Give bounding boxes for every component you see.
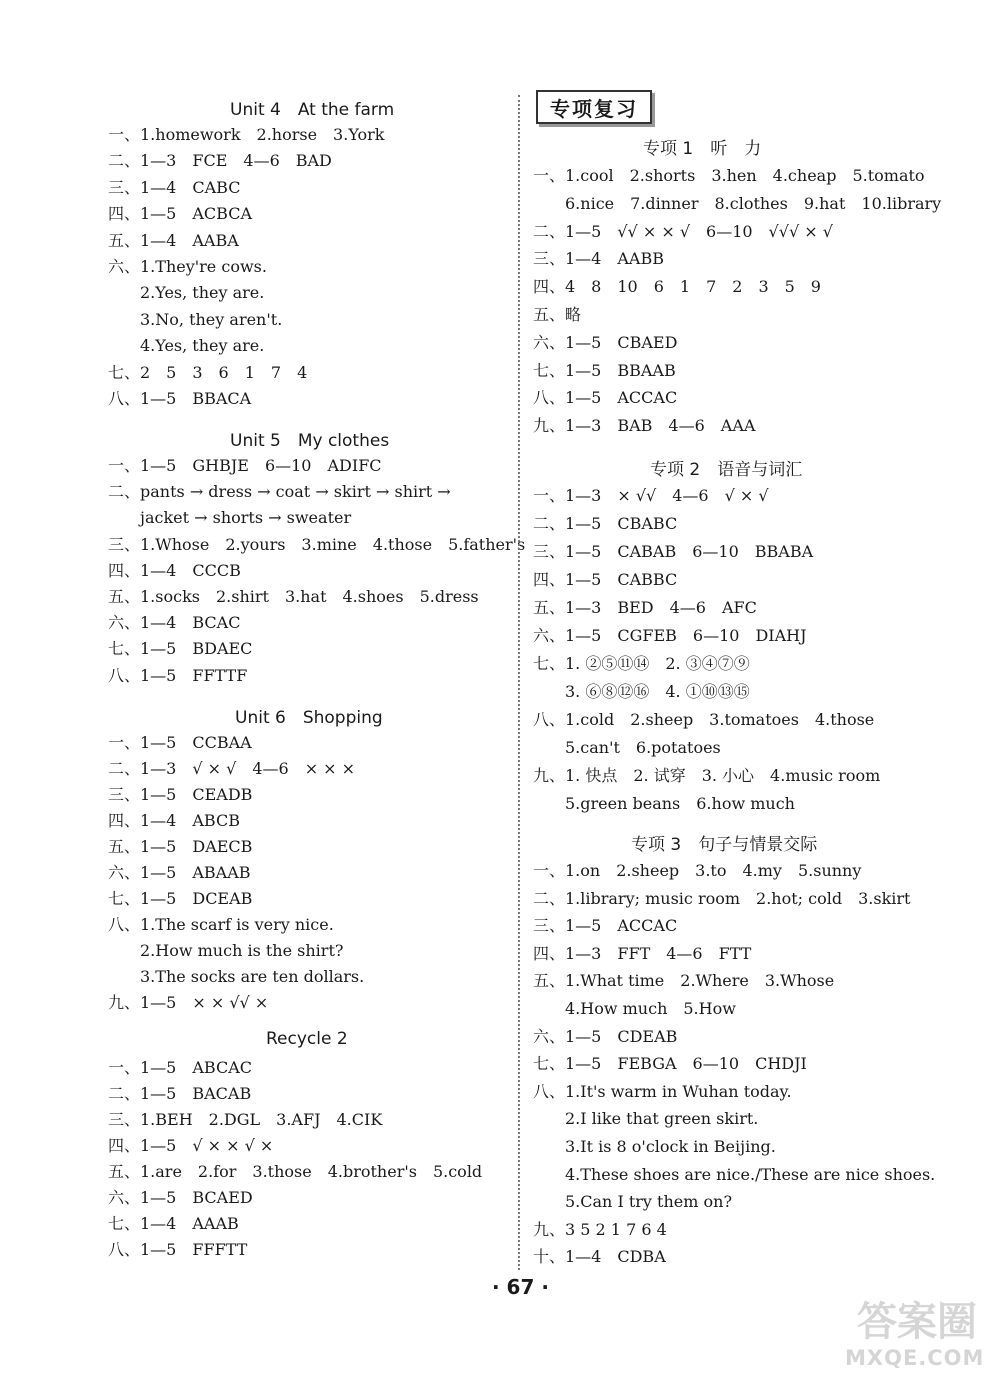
watermark-url: MXQE.COM: [845, 1346, 985, 1370]
answer-line: 5.Can I try them on?: [533, 1192, 733, 1212]
answer-line: 一、1.homework 2.horse 3.York: [108, 125, 385, 144]
page-number: · 67 ·: [492, 1275, 549, 1299]
answer-line: 五、1—3 BED 4—6 AFC: [533, 598, 757, 617]
answer-line: 2.Yes, they are.: [108, 283, 265, 303]
answer-line: 二、1—5 BACAB: [108, 1084, 252, 1103]
section-heading: Unit 4 At the farm: [230, 100, 395, 120]
answer-line: 二、1—3 √ × √ 4—6 × × ×: [108, 759, 356, 778]
answer-line: 六、1.They're cows.: [108, 257, 267, 276]
answer-line: 一、1—5 CCBAA: [108, 733, 252, 752]
section-heading: Unit 5 My clothes: [230, 431, 390, 451]
answer-line: jacket → shorts → sweater: [108, 508, 352, 528]
answer-line: 6.nice 7.dinner 8.clothes 9.hat 10.library: [533, 193, 942, 213]
answer-line: 八、1—5 BBACA: [108, 389, 252, 408]
answer-line: 3.No, they aren't.: [108, 309, 283, 329]
answer-line: 四、1—5 CABBC: [533, 570, 678, 589]
answer-line: 4.These shoes are nice./These are nice shoes.: [533, 1164, 936, 1184]
answer-line: 六、1—4 BCAC: [108, 613, 241, 633]
answer-line: 五、1.What time 2.Where 3.Whose: [533, 971, 835, 991]
answer-line: 二、1.library; music room 2.hot; cold 3.skirt: [533, 888, 911, 908]
answer-line: 九、3 5 2 1 7 6 4: [533, 1219, 667, 1239]
answer-line: 三、1—4 AABB: [533, 249, 664, 269]
answer-line: 2.How much is the shirt?: [108, 941, 344, 960]
section-heading: Unit 6 Shopping: [235, 708, 383, 728]
answer-line: 十、1—4 CDBA: [533, 1247, 666, 1267]
answer-line: 2.I like that green skirt.: [533, 1109, 759, 1129]
answer-line: 三、1.BEH 2.DGL 3.AFJ 4.CIK: [108, 1110, 383, 1129]
answer-line: 一、1.cool 2.shorts 3.hen 4.cheap 5.tomato: [533, 166, 925, 185]
answer-line: 三、1—5 CABAB 6—10 BBABA: [533, 542, 814, 561]
section-heading: 专项 3 句子与情景交际: [631, 835, 818, 855]
answer-line: 七、1—5 BDAEC: [108, 639, 253, 659]
section-heading: Recycle 2: [266, 1029, 348, 1049]
answer-line: 五、1—5 DAECB: [108, 837, 253, 856]
answer-line: 六、1—5 ABAAB: [108, 863, 251, 882]
answer-line: 七、1. ②⑤⑪⑭ 2. ③④⑦⑨: [533, 654, 750, 673]
answer-line: 四、1—4 CCCB: [108, 560, 241, 580]
answer-line: 七、1—4 AAAB: [108, 1214, 239, 1233]
answer-line: 5.can't 6.potatoes: [533, 738, 721, 757]
watermark-logo: 答案圈: [857, 1299, 977, 1345]
answer-line: 三、1—5 CEADB: [108, 785, 253, 804]
answer-line: 四、1—5 √ × × √ ×: [108, 1136, 274, 1155]
answer-line: 七、2 5 3 6 1 7 4: [108, 362, 308, 382]
answer-line: 四、1—5 ACBCA: [108, 204, 253, 224]
answer-line: 四、4 8 10 6 1 7 2 3 5 9: [533, 277, 821, 297]
answer-line: 4.Yes, they are.: [108, 336, 265, 356]
answer-line: 四、1—3 FFT 4—6 FTT: [533, 943, 752, 963]
answer-line: 七、1—5 FEBGA 6—10 CHDJI: [533, 1054, 807, 1074]
answer-line: 二、pants → dress → coat → skirt → shirt →: [108, 482, 451, 502]
answer-line: 六、1—5 CBAED: [533, 332, 678, 352]
answer-line: 二、1—5 CBABC: [533, 514, 678, 533]
section-heading: 专项 2 语音与词汇: [650, 460, 803, 480]
answer-line: 六、1—5 BCAED: [108, 1188, 253, 1207]
answer-line: 九、1. 快点 2. 试穿 3. 小心 4.music room: [533, 766, 881, 785]
answer-line: 5.green beans 6.how much: [533, 794, 795, 813]
answer-line: 八、1—5 FFFTT: [108, 1240, 248, 1259]
answer-line: 六、1—5 CGFEB 6—10 DIAHJ: [533, 626, 807, 645]
answer-line: 3.The socks are ten dollars.: [108, 967, 365, 986]
answer-line: 八、1.It's warm in Wuhan today.: [533, 1081, 792, 1101]
answer-line: 一、1.on 2.sheep 3.to 4.my 5.sunny: [533, 861, 862, 880]
answer-line: 九、1—5 × × √√ ×: [108, 993, 269, 1012]
answer-line: 三、1—5 ACCAC: [533, 916, 678, 936]
answer-line: 一、1—5 GHBJE 6—10 ADIFC: [108, 456, 382, 475]
answer-line: 五、1—4 AABA: [108, 230, 239, 250]
section-heading: 专项 1 听 力: [643, 139, 762, 159]
answer-line: 八、1.cold 2.sheep 3.tomatoes 4.those: [533, 710, 875, 729]
answer-line: 五、1.are 2.for 3.those 4.brother's 5.cold: [108, 1162, 483, 1181]
answer-line: 七、1—5 DCEAB: [108, 889, 253, 908]
answer-line: 七、1—5 BBAAB: [533, 360, 676, 380]
answer-line: 九、1—3 BAB 4—6 AAA: [533, 416, 756, 436]
answer-line: 五、1.socks 2.shirt 3.hat 4.shoes 5.dress: [108, 587, 479, 606]
answer-line: 一、1—5 ABCAC: [108, 1058, 253, 1077]
review-section-title: 专项复习: [536, 90, 652, 124]
answer-line: 三、1—4 CABC: [108, 177, 241, 197]
watermark: [845, 1290, 995, 1375]
answer-line: 四、1—4 ABCB: [108, 811, 240, 830]
answer-line: 八、1—5 ACCAC: [533, 388, 678, 408]
column-divider: [518, 95, 520, 1270]
answer-line: 二、1—3 FCE 4—6 BAD: [108, 151, 332, 171]
answer-line: 六、1—5 CDEAB: [533, 1026, 678, 1046]
answer-line: 三、1.Whose 2.yours 3.mine 4.those 5.father's: [108, 534, 526, 554]
answer-line: 八、1—5 FFTTF: [108, 665, 248, 685]
answer-line: 3.It is 8 o'clock in Beijing.: [533, 1137, 776, 1156]
answer-line: 一、1—3 × √√ 4—6 √ × √: [533, 486, 769, 505]
answer-line: 二、1—5 √√ × × √ 6—10 √√√ × √: [533, 221, 833, 241]
answer-line: 五、略: [533, 305, 582, 324]
answer-line: 4.How much 5.How: [533, 999, 736, 1018]
answer-line: 3. ⑥⑧⑫⑯ 4. ①⑩⑬⑮: [533, 682, 750, 701]
answer-line: 八、1.The scarf is very nice.: [108, 915, 334, 934]
